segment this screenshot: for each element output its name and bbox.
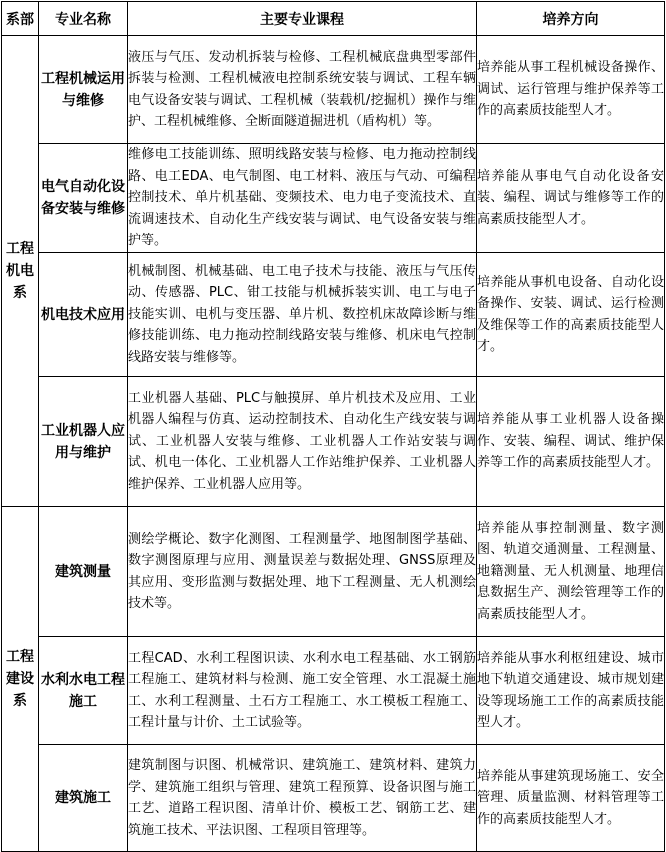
- major-direction: 培养能从事电气自动化设备安装、编程、调试与维修等工作的高素质技能型人才。: [477, 144, 665, 253]
- major-name: 工程机械运用与维修: [39, 36, 128, 144]
- table-row: [2, 377, 665, 507]
- major-direction: 培养能从事控制测量、数字测图、轨道交通测量、工程测量、地籍测量、无人机测量、地理信息数据生产、测绘管理等工作的高素质技能型人才。: [477, 507, 665, 637]
- major-direction: 培养能从事建筑现场施工、安全管理、质量监测、材料管理等工作的高素质技能型人才。: [477, 745, 665, 852]
- major-direction: 培养能从事工业机器人设备操作、安装、编程、调试、维护保养等工作的高素质技能型人才。: [477, 377, 665, 507]
- header-row: [2, 2, 665, 36]
- major-courses: 建筑制图与识图、机械常识、建筑施工、建筑材料、建筑力学、建筑施工组织与管理、建筑工程预算、设备识图与施工工艺、道路工程识图、清单计价、模板工艺、钢筋工艺、建筑施工技术、平法识图、工程项目管理等。: [128, 745, 477, 852]
- table-row: [2, 637, 665, 745]
- major-courses: 维修电工技能训练、照明线路安装与检修、电力拖动控制线路、电工EDA、电气制图、电工材料、液压与气动、可编程控制技术、单片机基础、变频技术、电力电子变流技术、直流调速技术、自动化生产线安装与调试、电气设备安装与维护等。: [128, 144, 477, 253]
- table-row: [2, 507, 665, 637]
- majors-table: [1, 1, 665, 852]
- department-cell: 工程建设系: [2, 507, 39, 852]
- major-name: 水利水电工程施工: [39, 637, 128, 745]
- major-direction: 培养能从事工程机械设备操作、调试、运行管理与维护保养等工作的高素质技能型人才。: [477, 36, 665, 144]
- major-name: 建筑测量: [39, 507, 128, 637]
- major-direction: 培养能从事机电设备、自动化设备操作、安装、调试、运行检测及维保等工作的高素质技能型人才。: [477, 253, 665, 377]
- header-courses: 主要专业课程: [128, 2, 477, 36]
- major-name: 建筑施工: [39, 745, 128, 852]
- major-courses: 机械制图、机械基础、电工电子技术与技能、液压与气压传动、传感器、PLC、钳工技能与机械拆装实训、电工与电子技能实训、电机与变压器、单片机、数控机床故障诊断与维修技能训练、电力拖动控制线路安装与维修、机床电气控制线路安装与维修等。: [128, 253, 477, 377]
- header-direction: 培养方向: [477, 2, 665, 36]
- major-name: 工业机器人应用与维护: [39, 377, 128, 507]
- major-courses: 测绘学概论、数字化测图、工程测量学、地图制图学基础、数字测图原理与应用、测量误差与数据处理、GNSS原理及其应用、变形监测与数据处理、地下工程测量、无人机测绘技术等。: [128, 507, 477, 637]
- department-cell: 工程机电系: [2, 36, 39, 507]
- table-row: [2, 745, 665, 852]
- header-major: 专业名称: [39, 2, 128, 36]
- table-row: [2, 36, 665, 144]
- major-courses: 工程CAD、水利工程图识读、水利水电工程基础、水工钢筋工程施工、建筑材料与检测、施工安全管理、水工混凝土施工、水利工程测量、土石方工程施工、水工模板工程施工、工程计量与计价、土工试验等。: [128, 637, 477, 745]
- major-direction: 培养能从事水利枢纽建设、城市地下轨道交通建设、城市规划建设等现场施工工作的高素质技能型人才。: [477, 637, 665, 745]
- header-department: 系部: [2, 2, 39, 36]
- major-courses: 液压与气压、发动机拆装与检修、工程机械底盘典型零部件拆装与检测、工程机械液电控制系统安装与调试、工程车辆电气设备安装与调试、工程机械（装载机/挖掘机）操作与维护、工程机械维修、全断面隧道掘进机（盾构机）等。: [128, 36, 477, 144]
- major-courses: 工业机器人基础、PLC与触摸屏、单片机技术及应用、工业机器人编程与仿真、运动控制技术、自动化生产线安装与调试、工业机器人安装与维修、工业机器人工作站安装与调试、机电一体化、工业机器人工作站维护保养、工业机器人维护保养、工业机器人应用等。: [128, 377, 477, 507]
- major-name: 机电技术应用: [39, 253, 128, 377]
- table-row: [2, 144, 665, 253]
- table-row: [2, 253, 665, 377]
- major-name: 电气自动化设备安装与维修: [39, 144, 128, 253]
